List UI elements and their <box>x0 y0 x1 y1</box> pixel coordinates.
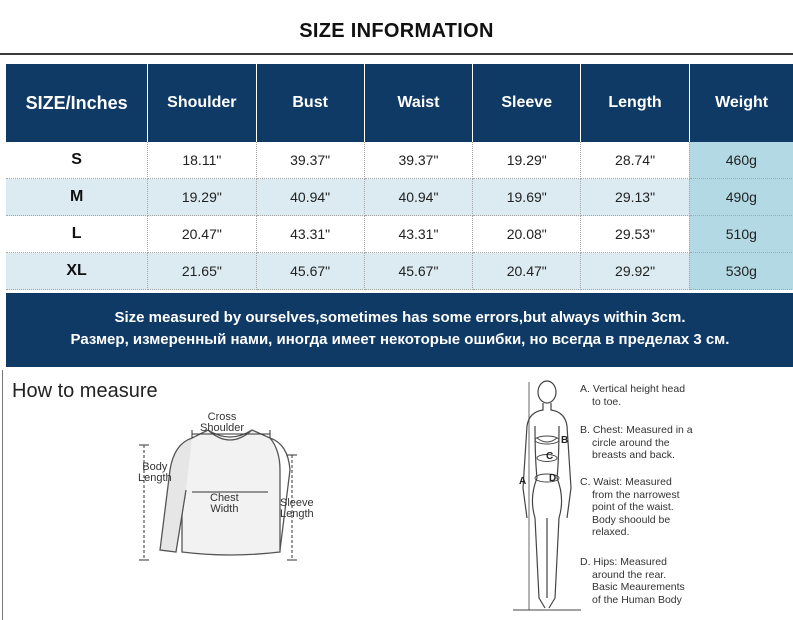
page-title: SIZE INFORMATION <box>299 20 494 42</box>
length-cell: 28.74" <box>581 142 689 179</box>
sleeve-length-label: Sleeve Length <box>280 497 314 520</box>
sleeve-cell: 19.69" <box>473 179 581 216</box>
size-table <box>6 64 793 290</box>
weight-cell: 510g <box>689 216 793 253</box>
body-figure-diagram <box>505 378 585 618</box>
note-russian: Размер, измеренный нами, иногда имеет некоторые ошибки, но всегда в пределах 3 см. <box>70 331 730 348</box>
measurement-note <box>6 293 793 367</box>
header-bust: Bust <box>256 64 364 142</box>
waist-cell: 43.31" <box>364 216 472 253</box>
table-row <box>6 179 793 216</box>
letter-d: D <box>549 473 557 484</box>
how-to-measure-heading: How to measure <box>12 380 158 402</box>
size-cell: XL <box>6 253 148 290</box>
header-size: SIZE/Inches <box>6 64 148 142</box>
header-sleeve: Sleeve <box>473 64 581 142</box>
body-note-c: C. Waist: Measured from the narrowest point of the waist. Body shoould be relaxed. <box>580 476 680 538</box>
table-header-row <box>6 64 793 142</box>
table-row <box>6 142 793 179</box>
letter-b: B <box>561 435 569 446</box>
header-shoulder: Shoulder <box>148 64 256 142</box>
length-cell: 29.13" <box>581 179 689 216</box>
bust-cell: 43.31" <box>256 216 364 253</box>
sleeve-cell: 19.29" <box>473 142 581 179</box>
weight-cell: 490g <box>689 179 793 216</box>
table-row <box>6 253 793 290</box>
body-length-label: Body Length <box>138 461 172 484</box>
bust-cell: 39.37" <box>256 142 364 179</box>
shoulder-cell: 20.47" <box>148 216 256 253</box>
table-row <box>6 216 793 253</box>
size-cell: L <box>6 216 148 253</box>
waist-cell: 40.94" <box>364 179 472 216</box>
section-divider <box>2 370 3 620</box>
title-divider <box>0 53 793 55</box>
cross-shoulder-label: Cross Shoulder <box>200 411 245 434</box>
sleeve-cell: 20.47" <box>473 253 581 290</box>
letter-a: A <box>519 476 527 487</box>
length-cell: 29.92" <box>581 253 689 290</box>
weight-cell: 530g <box>689 253 793 290</box>
header-weight: Weight <box>689 64 793 142</box>
waist-cell: 45.67" <box>364 253 472 290</box>
body-note-a: A. Vertical height head to toe. <box>580 383 686 408</box>
body-note-b: B. Chest: Measured in a circle around the breasts and back. <box>580 424 693 461</box>
shoulder-cell: 18.11" <box>148 142 256 179</box>
weight-cell: 460g <box>689 142 793 179</box>
header-waist: Waist <box>364 64 472 142</box>
letter-c: C <box>546 451 554 462</box>
header-length: Length <box>581 64 689 142</box>
size-cell: S <box>6 142 148 179</box>
waist-cell: 39.37" <box>364 142 472 179</box>
size-cell: M <box>6 179 148 216</box>
note-english: Size measured by ourselves,sometimes has some errors,but always within 3cm. <box>114 309 686 326</box>
length-cell: 29.53" <box>581 216 689 253</box>
chest-width-label: Chest Width <box>210 492 239 515</box>
bust-cell: 40.94" <box>256 179 364 216</box>
body-note-d: D. Hips: Measured around the rear. Basic Meaurements of the Human Body <box>580 556 685 606</box>
shoulder-cell: 21.65" <box>148 253 256 290</box>
bust-cell: 45.67" <box>256 253 364 290</box>
shoulder-cell: 19.29" <box>148 179 256 216</box>
sleeve-cell: 20.08" <box>473 216 581 253</box>
